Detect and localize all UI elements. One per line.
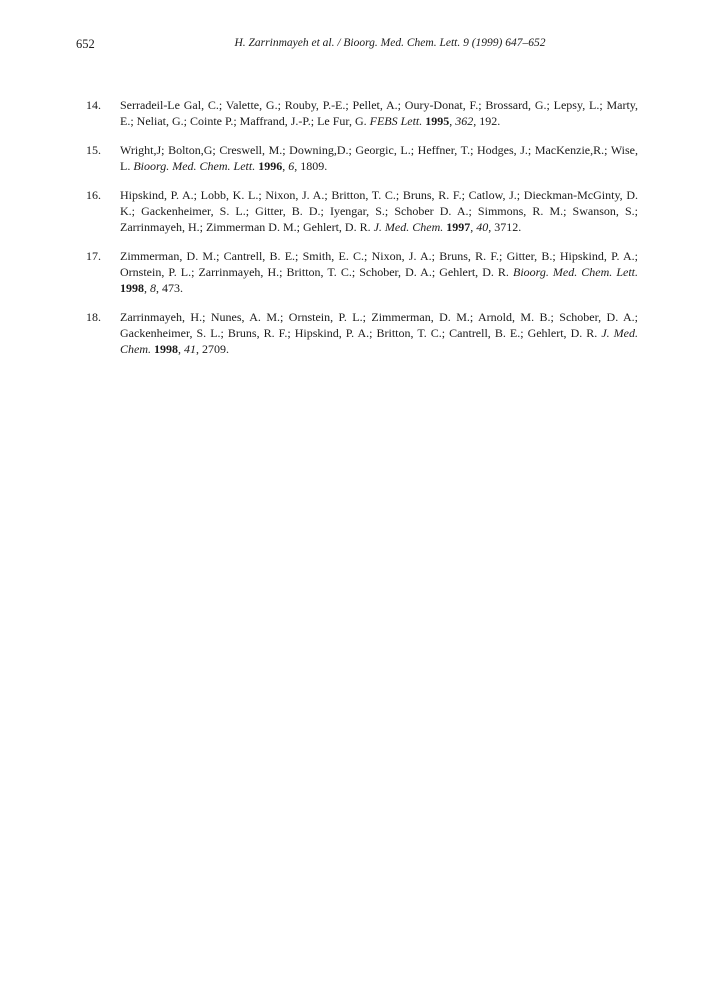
reference-number: 15. [86, 143, 101, 157]
reference-number: 17. [86, 249, 101, 263]
reference-number: 18. [86, 310, 101, 324]
reference-pages: 473. [162, 281, 183, 295]
reference-journal: Bioorg. Med. Chem. Lett. [133, 159, 256, 173]
reference-volume: 6 [288, 159, 295, 173]
reference-authors: Zimmerman, D. M.; Cantrell, B. E.; Smith, E. C.; Nixon, J. A.; Bruns, R. F.; Gitter, B.; Hipskind, P. A.; Ornstein, P. L.; Zarrinmayeh, H.; Britton, T. C.; Schober, D. A.; Gehlert, D. R. [120, 249, 638, 279]
reference-item: 18. Zarrinmayeh, H.; Nunes, A. M.; Ornstein, P. L.; Zimmerman, D. M.; Arnold, M. B.; Schober, D. A.; Gackenheimer, S. L.; Bruns, R. F.; Hipskind, P. A.; Britton, T. C.; Cantrell, B. E.; Gehlert, D. R. J. Med. Chem. 1998, 41, 2709. [86, 310, 638, 356]
reference-volume: 8 [150, 281, 156, 295]
reference-journal: Bioorg. Med. Chem. Lett. [512, 265, 638, 279]
reference-authors: Hipskind, P. A.; Lobb, K. L.; Nixon, J. A.; Britton, T. C.; Bruns, R. F.; Catlow, J.; Dieckman-McGinty, D. K.; Gackenheimer, S. L.; Gitter, B. D.; Iyengar, S.; Schober D. A.; Simmons, R. M.; Swanson, S.; Zarrinmayeh, H.; Zimmerman D. M.; Gehlert, D. R. [120, 188, 638, 234]
reference-item: 15. Wright,J; Bolton,G; Creswell, M.; Downing,D.; Georgic, L.; Heffner, T.; Hodges, J.; MacKenzie,R.; Wise, L. Bioorg. Med. Chem. Lett. 1996, 6, 1809. [86, 143, 638, 173]
reference-year: 1997 [446, 220, 471, 234]
reference-volume: 41 [184, 342, 196, 356]
reference-pages: 2709. [202, 342, 229, 356]
reference-item: 17. Zimmerman, D. M.; Cantrell, B. E.; Smith, E. C.; Nixon, J. A.; Bruns, R. F.; Gitter, B.; Hipskind, P. A.; Ornstein, P. L.; Zarrinmayeh, H.; Britton, T. C.; Schober, D. A.; Gehlert, D. R. Bioorg. Med. Chem. Lett. 1998, 8, 473. [86, 249, 638, 295]
reference-journal: J. Med. Chem. [120, 326, 638, 356]
reference-year: 1996 [258, 159, 283, 173]
reference-volume: 362 [455, 114, 474, 128]
reference-pages: 1809. [300, 159, 328, 173]
reference-item: 14. Serradeil-Le Gal, C.; Valette, G.; Rouby, P.-E.; Pellet, A.; Oury-Donat, F.; Brossard, G.; Lepsy, L.; Marty, E.; Neliat, G.; Cointe P.; Maffrand, J.-P.; Le Fur, G. FEBS Lett. 1995, 362, 192. [86, 98, 638, 128]
reference-year: 1998 [120, 281, 144, 295]
reference-year: 1998 [154, 342, 178, 356]
reference-year: 1995 [425, 114, 450, 128]
reference-number: 16. [86, 188, 101, 202]
reference-list [86, 97, 638, 370]
reference-number: 14. [86, 98, 101, 112]
reference-authors: Serradeil-Le Gal, C.; Valette, G.; Rouby, P.-E.; Pellet, A.; Oury-Donat, F.; Brossard, G.; Lepsy, L.; Marty, E.; Neliat, G.; Cointe P.; Maffrand, J.-P.; Le Fur, G. [120, 98, 638, 128]
reference-journal: J. Med. Chem. [373, 220, 444, 234]
reference-volume: 40 [476, 220, 489, 234]
reference-item: 16. Hipskind, P. A.; Lobb, K. L.; Nixon, J. A.; Britton, T. C.; Bruns, R. F.; Catlow, J.; Dieckman-McGinty, D. K.; Gackenheimer, S. L.; Gitter, B. D.; Iyengar, S.; Schober D. A.; Simmons, R. M.; Swanson, S.; Zarrinmayeh, H.; Zimmerman D. M.; Gehlert, D. R. J. Med. Chem. 1997, 40, 3712. [86, 188, 638, 234]
reference-journal: FEBS Lett. [369, 114, 423, 128]
reference-authors: Wright,J; Bolton,G; Creswell, M.; Downing,D.; Georgic, L.; Heffner, T.; Hodges, J.; MacKenzie,R.; Wise, L. [120, 143, 638, 173]
running-header: H. Zarrinmayeh et al. / Bioorg. Med. Chem. Lett. 9 (1999) 647–652 [234, 37, 546, 49]
reference-pages: 3712. [494, 220, 522, 234]
page-number: 652 [76, 37, 95, 51]
reference-authors: Zarrinmayeh, H.; Nunes, A. M.; Ornstein, P. L.; Zimmerman, D. M.; Arnold, M. B.; Schober, D. A.; Gackenheimer, S. L.; Bruns, R. F.; Hipskind, P. A.; Britton, T. C.; Cantrell, B. E.; Gehlert, D. R. [120, 310, 638, 340]
reference-pages: 192. [479, 114, 501, 128]
